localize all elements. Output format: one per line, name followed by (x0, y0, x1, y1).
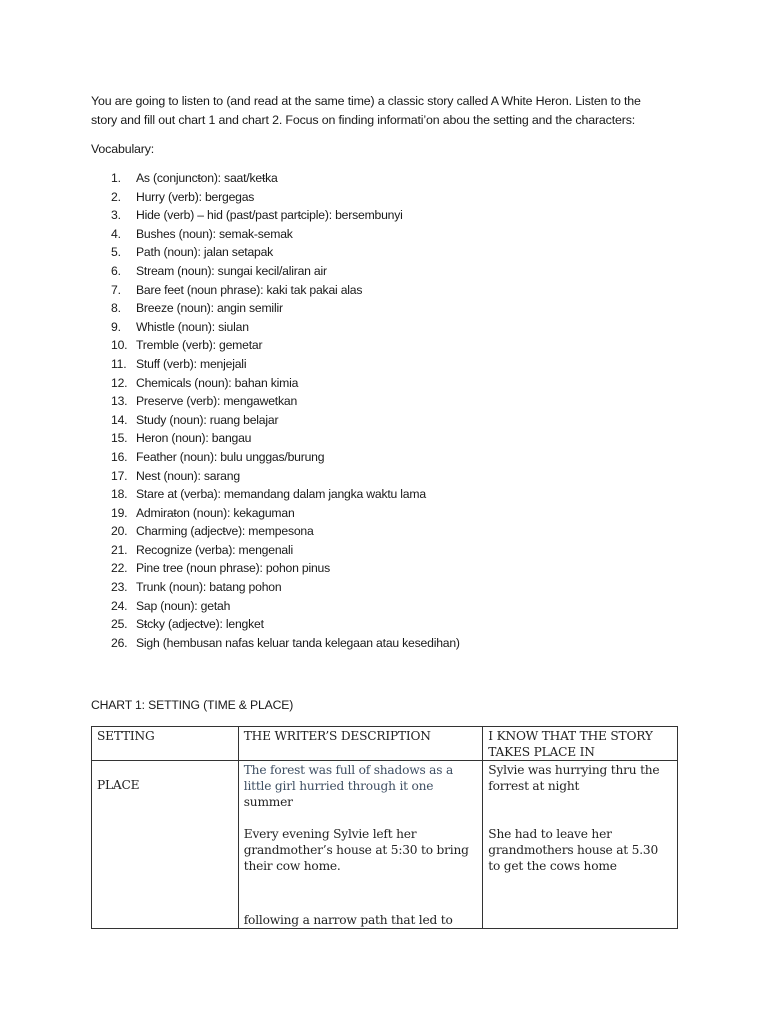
vocabulary-item-number: 9. (111, 319, 121, 334)
vocabulary-item (111, 243, 460, 262)
header-know-line-1: I KNOW THAT THE STORY (488, 729, 653, 743)
vocabulary-item-text: Stuff (verb): menjejali (136, 356, 247, 371)
vocabulary-item-number: 16. (111, 449, 128, 464)
vocabulary-item-text: Stream (noun): sungai kecil/aliran air (136, 263, 327, 278)
spacer (244, 810, 478, 826)
vocabulary-item (111, 467, 460, 486)
vocabulary-item-number: 23. (111, 580, 128, 595)
vocabulary-item-number: 26. (111, 635, 128, 650)
vocabulary-item-number: 8. (111, 301, 121, 316)
spacer (488, 810, 672, 826)
vocabulary-item-text: Tremble (verb): gemetar (136, 338, 263, 353)
table-header-row (92, 727, 678, 761)
vocabulary-item-text: Hurry (verb): bergegas (136, 189, 255, 204)
vocabulary-item-number: 4. (111, 226, 121, 241)
instructions-paragraph (91, 92, 691, 130)
vocabulary-item (111, 485, 460, 504)
description-line: little girl hurried through it one (243, 779, 434, 793)
vocabulary-item (111, 522, 460, 541)
vocabulary-item (111, 374, 460, 393)
description-line: their cow home. (243, 859, 341, 873)
vocabulary-item-text: Sap (noun): getah (136, 598, 231, 613)
vocabulary-item-text: Feather (noun): bulu unggas/burung (136, 449, 325, 464)
setting-chart-table (91, 726, 678, 929)
vocabulary-item-number: 17. (111, 468, 128, 483)
vocabulary-item (111, 262, 460, 281)
vocabulary-item (111, 411, 460, 430)
vocabulary-item-text: Breeze (noun): angin semilir (136, 301, 283, 316)
table-row (92, 761, 678, 929)
instructions-line-2: story and fill out chart 1 and chart 2. Focus on finding informati’on abou the setting and the characters: (91, 113, 636, 127)
vocabulary-item-text: Sŧcky (adjecŧve): lengket (136, 617, 264, 632)
vocabulary-item-number: 19. (111, 505, 128, 520)
vocabulary-item-number: 3. (111, 208, 121, 223)
vocabulary-item-text: Admiraŧon (noun): kekaguman (136, 505, 295, 520)
vocabulary-item-text: Path (noun): jalan setapak (136, 245, 274, 260)
vocabulary-item-text: Heron (noun): bangau (136, 431, 252, 446)
vocabulary-item (111, 392, 460, 411)
vocabulary-item (111, 188, 460, 207)
place-description-cell (238, 761, 483, 929)
inference-line: forrest at night (488, 779, 580, 793)
vocabulary-heading: Vocabulary: (91, 142, 155, 156)
description-line: following a narrow path that led to (243, 913, 453, 927)
vocabulary-item-text: Recognize (verba): mengenali (136, 542, 293, 557)
vocabulary-item (111, 559, 460, 578)
vocabulary-item (111, 597, 460, 616)
vocabulary-item-text: Bare feet (noun phrase): kaki tak pakai alas (136, 282, 363, 297)
vocabulary-item (111, 504, 460, 523)
vocabulary-item-text: Bushes (noun): semak-semak (136, 226, 293, 241)
vocabulary-item-text: Chemicals (noun): bahan kimia (136, 375, 299, 390)
header-writers-description: THE WRITER’S DESCRIPTION (238, 727, 483, 761)
vocabulary-item-number: 24. (111, 598, 128, 613)
vocabulary-item-number: 15. (111, 431, 128, 446)
vocabulary-item-text: Whistle (noun): siulan (136, 319, 249, 334)
vocabulary-item-number: 21. (111, 542, 128, 557)
vocabulary-item-number: 11. (111, 356, 127, 371)
vocabulary-item (111, 355, 460, 374)
vocabulary-item-number: 14. (111, 412, 128, 427)
description-line: grandmother’s house at 5:30 to bring (243, 843, 469, 857)
vocabulary-item-text: Trunk (noun): batang pohon (136, 580, 282, 595)
vocabulary-item-number: 2. (111, 189, 121, 204)
header-story-takes-place (483, 727, 678, 761)
vocabulary-item-text: Stare at (verba): memandang dalam jangka waktu lama (136, 487, 426, 502)
vocabulary-item-text: Charming (adjecŧve): mempesona (136, 524, 314, 539)
vocabulary-item-number: 10. (111, 338, 128, 353)
description-line: summer (243, 795, 293, 809)
vocabulary-item (111, 225, 460, 244)
vocabulary-item-text: Study (noun): ruang belajar (136, 412, 279, 427)
vocabulary-item (111, 448, 460, 467)
place-label: PLACE (97, 778, 140, 792)
header-setting: SETTING (92, 727, 239, 761)
vocabulary-item-number: 25. (111, 617, 128, 632)
vocabulary-item-number: 6. (111, 263, 121, 278)
vocabulary-item-number: 20. (111, 524, 128, 539)
vocabulary-item (111, 281, 460, 300)
vocabulary-item (111, 541, 460, 560)
inference-line: She had to leave her (488, 827, 612, 841)
inference-line: to get the cows home (488, 859, 617, 873)
place-inference-cell (483, 761, 678, 929)
inference-line: Sylvie was hurrying thru the (488, 763, 660, 777)
vocabulary-item (111, 578, 460, 597)
vocabulary-item (111, 615, 460, 634)
vocabulary-item-text: Nest (noun): sarang (136, 468, 240, 483)
description-line: Every evening Sylvie left her (243, 827, 417, 841)
vocabulary-list (111, 169, 460, 652)
vocabulary-item (111, 206, 460, 225)
vocabulary-item-number: 18. (111, 487, 128, 502)
place-label-cell (92, 761, 239, 929)
vocabulary-item (111, 169, 460, 188)
header-know-line-2: TAKES PLACE IN (488, 745, 595, 759)
vocabulary-item-text: Preserve (verb): mengawetkan (136, 394, 298, 409)
vocabulary-item-number: 22. (111, 561, 128, 576)
inference-line: grandmothers house at 5.30 (488, 843, 659, 857)
vocabulary-item (111, 634, 460, 653)
vocabulary-item (111, 429, 460, 448)
vocabulary-item (111, 318, 460, 337)
spacer (244, 874, 478, 912)
vocabulary-item-number: 12. (111, 375, 128, 390)
vocabulary-item-text: Pine tree (noun phrase): pohon pinus (136, 561, 331, 576)
vocabulary-item (111, 299, 460, 318)
vocabulary-item-number: 7. (111, 282, 121, 297)
vocabulary-item-text: Hide (verb) – hid (past/past parŧciple): bersembunyi (136, 208, 403, 223)
vocabulary-item-number: 13. (111, 394, 128, 409)
vocabulary-item-number: 1. (111, 171, 121, 185)
instructions-line-1: You are going to listen to (and read at the same time) a classic story called A White Heron. Listen to the (91, 94, 641, 108)
spacer (488, 794, 672, 810)
chart-1-title: CHART 1: SETTING (TIME & PLACE) (91, 698, 294, 712)
vocabulary-item-text: Sigh (hembusan nafas keluar tanda kelegaan atau kesedihan) (136, 635, 460, 650)
vocabulary-item-number: 5. (111, 245, 121, 260)
vocabulary-item (111, 336, 460, 355)
vocabulary-item-text: As (conjuncŧon): saat/keŧka (136, 171, 278, 185)
description-line: The forest was full of shadows as a (243, 763, 454, 777)
